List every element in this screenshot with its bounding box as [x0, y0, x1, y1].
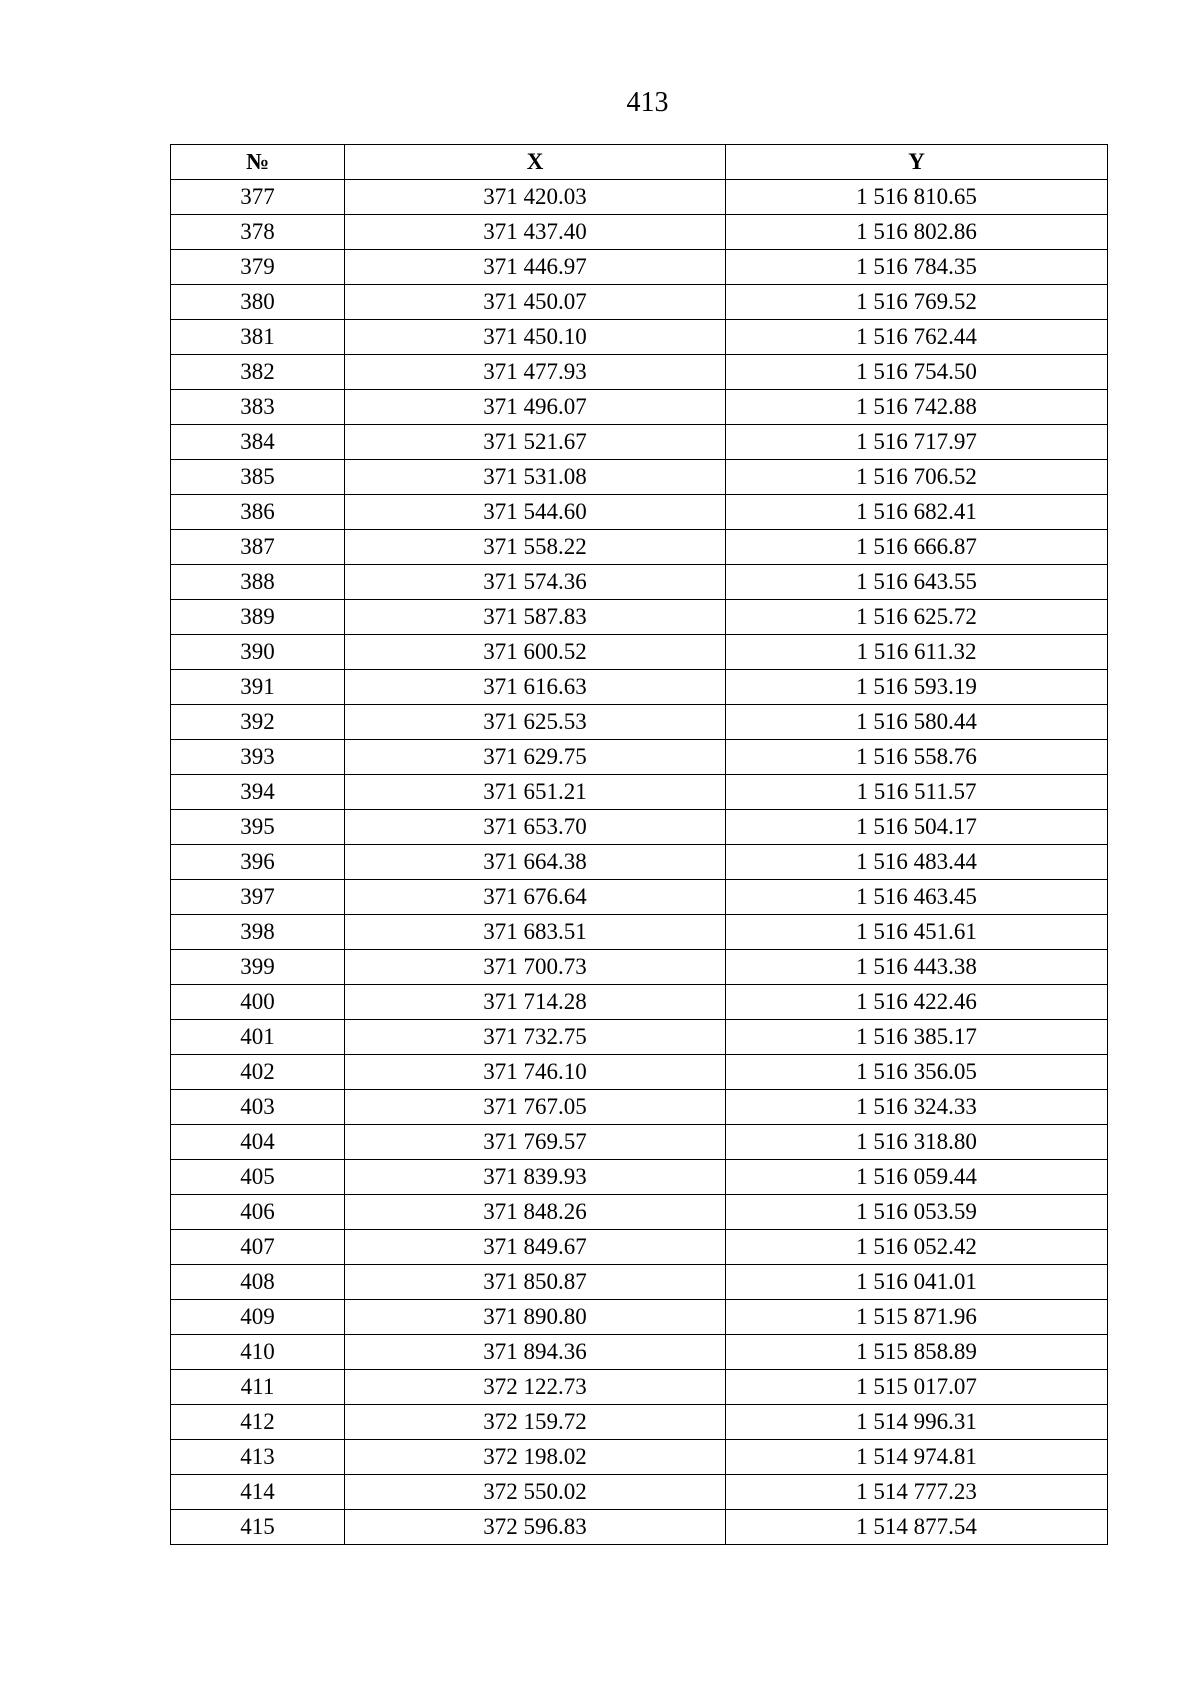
cell-number: 414	[171, 1475, 345, 1510]
cell-number: 409	[171, 1300, 345, 1335]
cell-y: 1 516 593.19	[726, 670, 1108, 705]
table-body	[171, 180, 1108, 1545]
table-row	[171, 1300, 1108, 1335]
cell-x: 372 198.02	[345, 1440, 726, 1475]
cell-y: 1 516 580.44	[726, 705, 1108, 740]
cell-x: 371 446.97	[345, 250, 726, 285]
cell-number: 388	[171, 565, 345, 600]
cell-number: 381	[171, 320, 345, 355]
table-row	[171, 250, 1108, 285]
cell-y: 1 515 871.96	[726, 1300, 1108, 1335]
header-number: №	[171, 145, 345, 180]
cell-number: 398	[171, 915, 345, 950]
cell-y: 1 516 611.32	[726, 635, 1108, 670]
cell-x: 371 653.70	[345, 810, 726, 845]
cell-y: 1 516 422.46	[726, 985, 1108, 1020]
cell-number: 395	[171, 810, 345, 845]
cell-x: 371 848.26	[345, 1195, 726, 1230]
cell-x: 371 477.93	[345, 355, 726, 390]
table-row	[171, 1475, 1108, 1510]
table-row	[171, 495, 1108, 530]
cell-y: 1 514 877.54	[726, 1510, 1108, 1545]
cell-number: 387	[171, 530, 345, 565]
cell-y: 1 516 802.86	[726, 215, 1108, 250]
table-row	[171, 390, 1108, 425]
cell-number: 383	[171, 390, 345, 425]
cell-number: 415	[171, 1510, 345, 1545]
table-row	[171, 1160, 1108, 1195]
cell-number: 402	[171, 1055, 345, 1090]
cell-y: 1 514 996.31	[726, 1405, 1108, 1440]
cell-x: 371 450.07	[345, 285, 726, 320]
cell-x: 371 587.83	[345, 600, 726, 635]
cell-y: 1 515 858.89	[726, 1335, 1108, 1370]
cell-y: 1 516 558.76	[726, 740, 1108, 775]
cell-x: 371 714.28	[345, 985, 726, 1020]
cell-x: 371 531.08	[345, 460, 726, 495]
cell-y: 1 516 483.44	[726, 845, 1108, 880]
cell-number: 404	[171, 1125, 345, 1160]
cell-y: 1 516 443.38	[726, 950, 1108, 985]
cell-number: 391	[171, 670, 345, 705]
cell-y: 1 516 742.88	[726, 390, 1108, 425]
cell-x: 371 746.10	[345, 1055, 726, 1090]
cell-y: 1 516 324.33	[726, 1090, 1108, 1125]
cell-x: 371 544.60	[345, 495, 726, 530]
cell-x: 371 496.07	[345, 390, 726, 425]
cell-x: 372 159.72	[345, 1405, 726, 1440]
table-row	[171, 1055, 1108, 1090]
cell-number: 406	[171, 1195, 345, 1230]
cell-x: 372 122.73	[345, 1370, 726, 1405]
cell-number: 412	[171, 1405, 345, 1440]
table-row	[171, 460, 1108, 495]
table-row	[171, 880, 1108, 915]
cell-x: 371 664.38	[345, 845, 726, 880]
cell-number: 380	[171, 285, 345, 320]
table-row	[171, 1335, 1108, 1370]
cell-y: 1 516 643.55	[726, 565, 1108, 600]
table-row	[171, 705, 1108, 740]
cell-x: 371 558.22	[345, 530, 726, 565]
cell-x: 371 437.40	[345, 215, 726, 250]
cell-x: 371 676.64	[345, 880, 726, 915]
cell-y: 1 516 052.42	[726, 1230, 1108, 1265]
cell-number: 378	[171, 215, 345, 250]
table-row	[171, 740, 1108, 775]
cell-x: 371 850.87	[345, 1265, 726, 1300]
cell-x: 371 683.51	[345, 915, 726, 950]
cell-y: 1 516 666.87	[726, 530, 1108, 565]
cell-number: 392	[171, 705, 345, 740]
cell-y: 1 516 717.97	[726, 425, 1108, 460]
table-row	[171, 1440, 1108, 1475]
cell-x: 371 890.80	[345, 1300, 726, 1335]
cell-x: 371 700.73	[345, 950, 726, 985]
cell-number: 410	[171, 1335, 345, 1370]
cell-x: 371 574.36	[345, 565, 726, 600]
cell-y: 1 516 059.44	[726, 1160, 1108, 1195]
cell-y: 1 516 041.01	[726, 1265, 1108, 1300]
cell-number: 397	[171, 880, 345, 915]
cell-number: 394	[171, 775, 345, 810]
cell-number: 382	[171, 355, 345, 390]
header-row	[171, 145, 1108, 180]
cell-number: 403	[171, 1090, 345, 1125]
cell-number: 408	[171, 1265, 345, 1300]
cell-y: 1 516 762.44	[726, 320, 1108, 355]
cell-y: 1 516 682.41	[726, 495, 1108, 530]
cell-number: 389	[171, 600, 345, 635]
cell-y: 1 516 318.80	[726, 1125, 1108, 1160]
cell-y: 1 516 754.50	[726, 355, 1108, 390]
table-row	[171, 1405, 1108, 1440]
cell-y: 1 514 974.81	[726, 1440, 1108, 1475]
cell-y: 1 516 511.57	[726, 775, 1108, 810]
cell-y: 1 516 769.52	[726, 285, 1108, 320]
table-row	[171, 915, 1108, 950]
cell-y: 1 516 385.17	[726, 1020, 1108, 1055]
table-row	[171, 1370, 1108, 1405]
table-row	[171, 670, 1108, 705]
cell-number: 385	[171, 460, 345, 495]
cell-x: 372 550.02	[345, 1475, 726, 1510]
table-row	[171, 425, 1108, 460]
cell-x: 371 769.57	[345, 1125, 726, 1160]
table-row	[171, 1195, 1108, 1230]
table-row	[171, 1125, 1108, 1160]
cell-number: 384	[171, 425, 345, 460]
cell-y: 1 516 625.72	[726, 600, 1108, 635]
cell-y: 1 516 451.61	[726, 915, 1108, 950]
header-y: Y	[726, 145, 1108, 180]
cell-y: 1 516 463.45	[726, 880, 1108, 915]
table-row	[171, 600, 1108, 635]
cell-x: 371 849.67	[345, 1230, 726, 1265]
cell-y: 1 516 706.52	[726, 460, 1108, 495]
cell-y: 1 514 777.23	[726, 1475, 1108, 1510]
table-row	[171, 285, 1108, 320]
cell-x: 371 629.75	[345, 740, 726, 775]
table-header	[171, 145, 1108, 180]
table-row	[171, 985, 1108, 1020]
cell-x: 371 521.67	[345, 425, 726, 460]
cell-number: 411	[171, 1370, 345, 1405]
cell-x: 371 616.63	[345, 670, 726, 705]
cell-y: 1 515 017.07	[726, 1370, 1108, 1405]
cell-x: 371 839.93	[345, 1160, 726, 1195]
cell-x: 371 767.05	[345, 1090, 726, 1125]
cell-x: 371 450.10	[345, 320, 726, 355]
header-x: X	[345, 145, 726, 180]
table-row	[171, 1265, 1108, 1300]
cell-x: 371 894.36	[345, 1335, 726, 1370]
cell-x: 371 420.03	[345, 180, 726, 215]
table-row	[171, 180, 1108, 215]
cell-number: 393	[171, 740, 345, 775]
table-row	[171, 1020, 1108, 1055]
cell-number: 379	[171, 250, 345, 285]
table-row	[171, 810, 1108, 845]
cell-number: 386	[171, 495, 345, 530]
table-row	[171, 845, 1108, 880]
table-row	[171, 565, 1108, 600]
table-row	[171, 635, 1108, 670]
cell-y: 1 516 810.65	[726, 180, 1108, 215]
cell-y: 1 516 784.35	[726, 250, 1108, 285]
cell-x: 371 600.52	[345, 635, 726, 670]
table-row	[171, 1090, 1108, 1125]
coordinates-table	[170, 144, 1108, 1545]
cell-number: 377	[171, 180, 345, 215]
cell-x: 371 625.53	[345, 705, 726, 740]
cell-y: 1 516 356.05	[726, 1055, 1108, 1090]
table-row	[171, 950, 1108, 985]
table-row	[171, 355, 1108, 390]
cell-number: 405	[171, 1160, 345, 1195]
cell-x: 371 651.21	[345, 775, 726, 810]
table-row	[171, 775, 1108, 810]
cell-number: 399	[171, 950, 345, 985]
table-row	[171, 215, 1108, 250]
cell-number: 390	[171, 635, 345, 670]
table-row	[171, 530, 1108, 565]
cell-y: 1 516 504.17	[726, 810, 1108, 845]
page-number: 413	[626, 87, 669, 118]
cell-y: 1 516 053.59	[726, 1195, 1108, 1230]
table-row	[171, 1230, 1108, 1265]
table-row	[171, 1510, 1108, 1545]
cell-number: 401	[171, 1020, 345, 1055]
cell-x: 371 732.75	[345, 1020, 726, 1055]
table-row	[171, 320, 1108, 355]
cell-number: 400	[171, 985, 345, 1020]
cell-x: 372 596.83	[345, 1510, 726, 1545]
cell-number: 407	[171, 1230, 345, 1265]
cell-number: 396	[171, 845, 345, 880]
cell-number: 413	[171, 1440, 345, 1475]
